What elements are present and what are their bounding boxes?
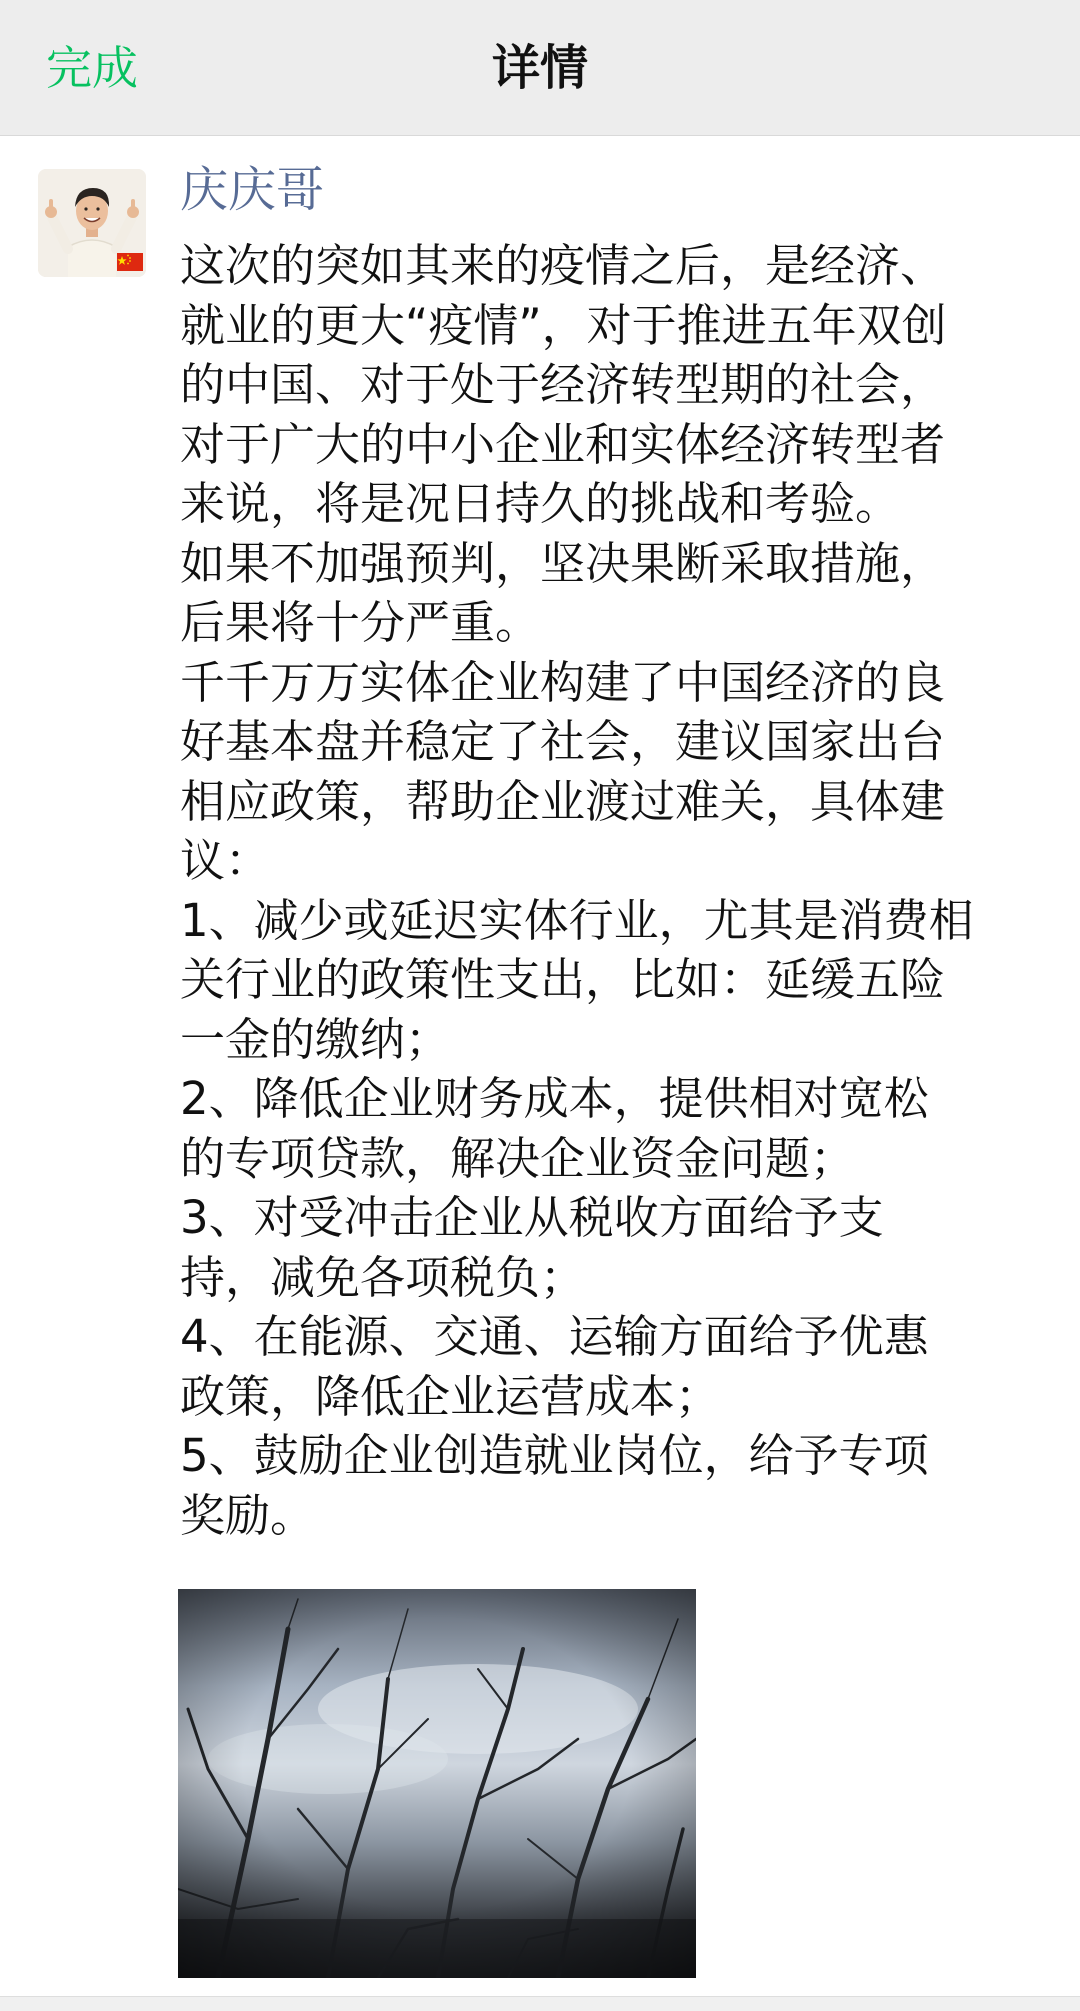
bare-branches-sky-photo-icon bbox=[178, 1589, 696, 1978]
post-photo[interactable] bbox=[178, 1589, 696, 1978]
avatar[interactable] bbox=[38, 169, 146, 277]
done-button[interactable]: 完成 bbox=[46, 41, 138, 95]
post-text: 这次的突如其来的疫情之后，是经济、 就业的更大“疫情”，对于推进五年双创 的中国、对于处于经济转型期的社会， 对于广大的中小企业和实体经济转型者 来说，将是况日持久的挑战和考验。 如果不加强预判，坚决果断采取措施， 后果将十分严重。 千千万万实体企业构建了中国经济的良 好基本盘并稳定了社会，建议国家出台 相应政策，帮助企业渡过难关，具体建 议： 1、减少或延迟实体行业，尤其是消费相 关行业的政策性支出，比如：延缓五险 一金的缴纳； 2、降低企业财务成本，提供相对宽松 的专项贷款，解决企业资金问题； 3、对受冲击企业从税收方面给予支 持，减免各项税负； 4、在能源、交通、运输方面给予优惠 政策，降低企业运营成本； 5、鼓励企业创造就业岗位，给予专项 奖励。 bbox=[180, 239, 974, 1542]
bottom-divider bbox=[0, 1996, 1080, 2011]
navigation-bar bbox=[0, 0, 1080, 136]
moment-post bbox=[0, 136, 1080, 1996]
author-name[interactable]: 庆庆哥 bbox=[180, 162, 325, 218]
china-flag-icon bbox=[117, 253, 143, 271]
page-title: 详情 bbox=[491, 40, 588, 96]
